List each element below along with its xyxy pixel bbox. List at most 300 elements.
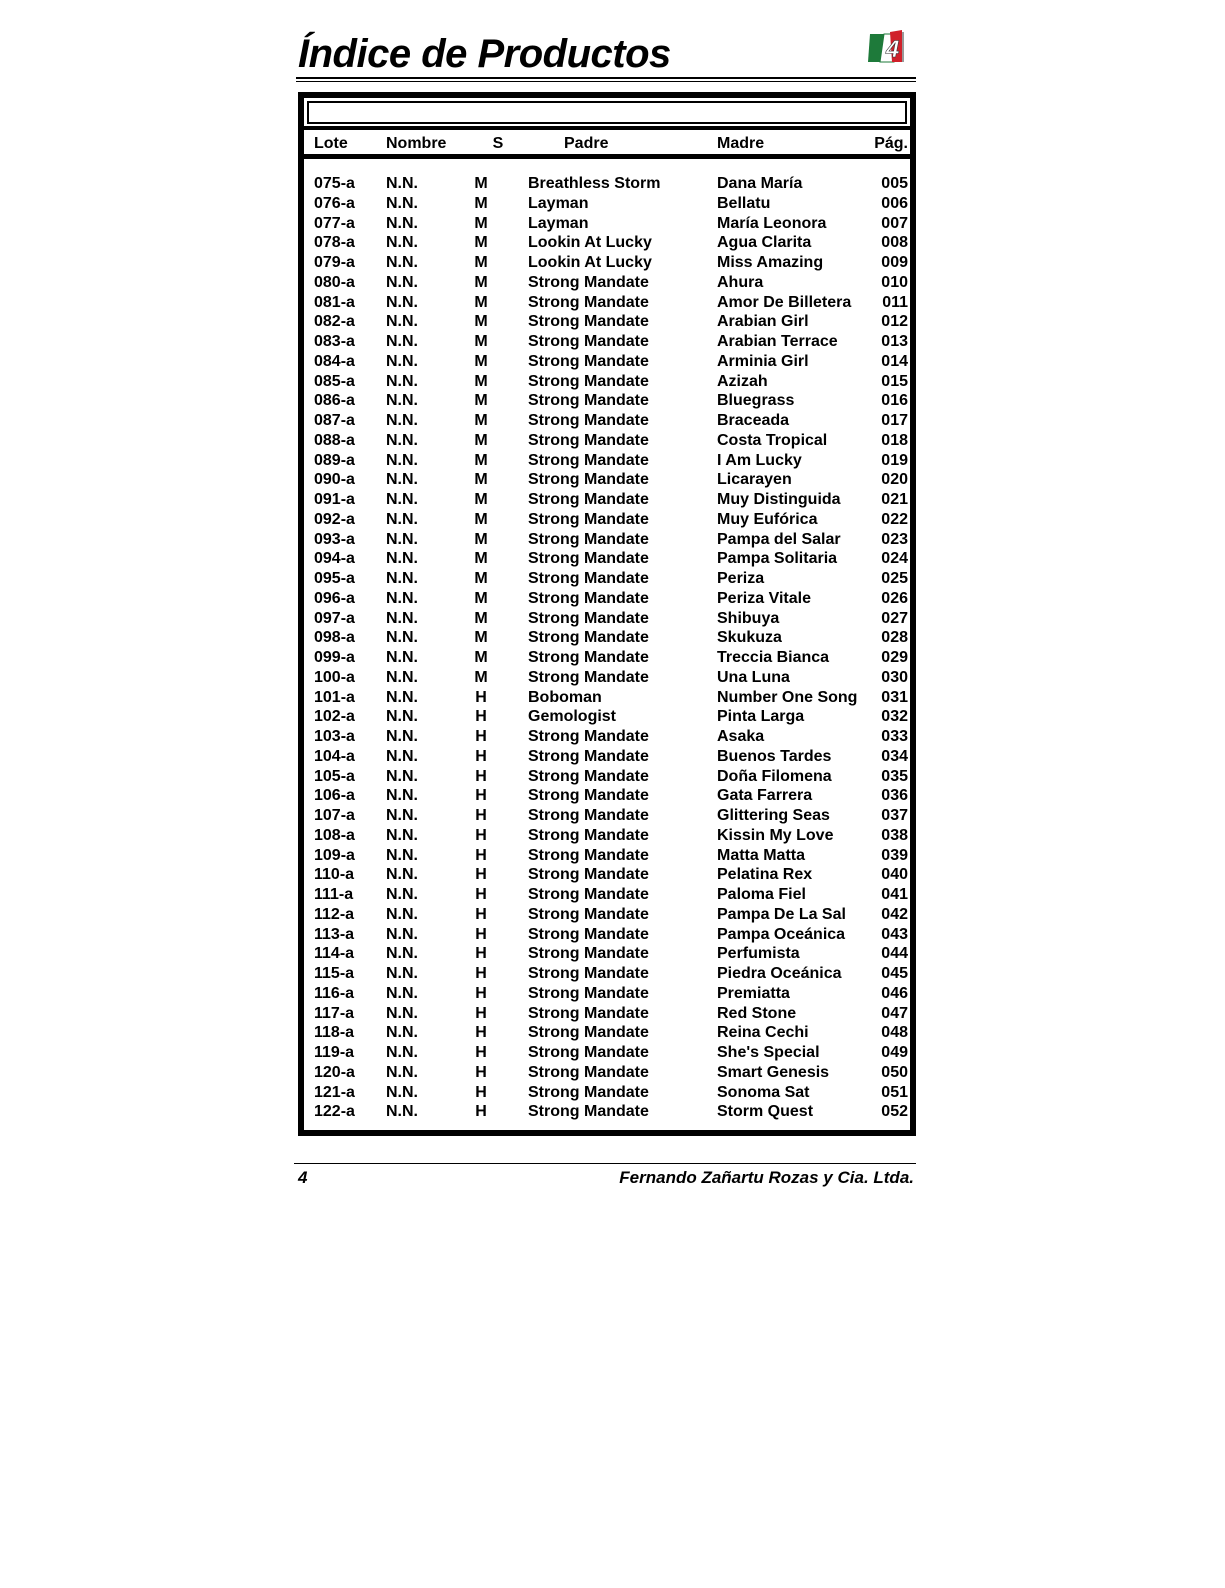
padre-cell: Strong Mandate: [528, 412, 649, 429]
table-row: [304, 293, 910, 313]
padre-cell: Lookin At Lucky: [528, 234, 652, 252]
padre-cell: Strong Mandate: [528, 826, 649, 844]
sexo-cell: M: [474, 530, 488, 548]
lote-cell: 075-a: [314, 175, 355, 192]
lote-cell: 107-a: [314, 807, 355, 824]
pagina-cell: 023: [881, 530, 908, 548]
table-row: [304, 451, 910, 471]
table-row: [304, 984, 910, 1004]
pagina-cell: 049: [881, 1044, 908, 1061]
madre-cell: Shibuya: [717, 609, 780, 627]
products-table: [298, 92, 916, 1136]
nombre-cell: N.N.: [386, 451, 418, 469]
sexo-cell: M: [474, 293, 488, 311]
sexo-cell: M: [474, 333, 488, 350]
table-row: [304, 194, 910, 214]
padre-cell: Strong Mandate: [528, 392, 649, 410]
nombre-cell: N.N.: [386, 352, 418, 370]
madre-cell: Number One Song: [717, 688, 858, 706]
madre-cell: Periza: [717, 570, 765, 587]
lote-cell: 090-a: [314, 471, 355, 489]
nombre-cell: N.N.: [386, 925, 418, 943]
madre-cell: Costa Tropical: [717, 431, 828, 449]
header-rule: [296, 77, 916, 79]
lote-cell: 079-a: [314, 254, 355, 271]
lote-cell: 091-a: [314, 491, 355, 508]
padre-cell: Strong Mandate: [528, 846, 649, 864]
sexo-cell: M: [474, 194, 488, 212]
madre-cell: Sonoma Sat: [717, 1083, 810, 1101]
pagina-cell: 040: [881, 866, 908, 884]
pagina-cell: 012: [881, 313, 908, 331]
sexo-cell: H: [475, 846, 487, 864]
nombre-cell: N.N.: [386, 905, 418, 923]
madre-cell: Muy Distinguida: [717, 491, 841, 508]
pagina-cell: 048: [881, 1024, 908, 1042]
sexo-cell: H: [475, 886, 487, 903]
madre-cell: Muy Eufórica: [717, 510, 818, 528]
column-header-pagina: Pág.: [874, 135, 908, 152]
nombre-cell: N.N.: [386, 273, 418, 291]
table-row: [304, 944, 910, 964]
nombre-cell: N.N.: [386, 767, 418, 785]
sexo-cell: M: [474, 175, 488, 192]
pagina-cell: 037: [881, 807, 908, 824]
sexo-cell: H: [475, 826, 487, 844]
madre-cell: Arabian Girl: [717, 313, 809, 331]
column-header-nombre: Nombre: [386, 135, 447, 152]
pagina-cell: 052: [881, 1103, 908, 1121]
padre-cell: Strong Mandate: [528, 293, 649, 311]
lote-cell: 110-a: [314, 866, 355, 884]
sexo-cell: M: [474, 313, 488, 331]
nombre-cell: N.N.: [386, 510, 418, 528]
table-row: [304, 905, 910, 925]
nombre-cell: N.N.: [386, 431, 418, 449]
nombre-cell: N.N.: [386, 372, 418, 390]
sexo-cell: M: [474, 550, 488, 568]
sexo-cell: M: [474, 234, 488, 252]
padre-cell: Strong Mandate: [528, 471, 649, 489]
padre-cell: Strong Mandate: [528, 807, 649, 824]
table-row: [304, 569, 910, 589]
table-row: [304, 648, 910, 668]
pagina-cell: 018: [881, 431, 908, 449]
lote-cell: 088-a: [314, 431, 355, 449]
pagina-cell: 019: [881, 451, 908, 469]
pagina-cell: 038: [881, 826, 908, 844]
nombre-cell: N.N.: [386, 1024, 418, 1042]
madre-cell: Skukuza: [717, 629, 782, 647]
column-header-lote: Lote: [314, 135, 348, 152]
nombre-cell: N.N.: [386, 1044, 418, 1061]
madre-cell: Glittering Seas: [717, 807, 830, 824]
table-row: [304, 1102, 910, 1122]
pagina-cell: 036: [881, 787, 908, 805]
table-row: [304, 1004, 910, 1024]
footer-company: Fernando Zañartu Rozas y Cia. Ltda.: [619, 1168, 914, 1187]
lote-cell: 113-a: [314, 925, 355, 943]
logo-side-strip: [902, 32, 904, 62]
nombre-cell: N.N.: [386, 984, 418, 1002]
madre-cell: Treccia Bianca: [717, 649, 830, 666]
sexo-cell: M: [474, 214, 488, 232]
lote-cell: 100-a: [314, 668, 355, 686]
nombre-cell: N.N.: [386, 254, 418, 271]
madre-cell: Bellatu: [717, 194, 771, 212]
padre-cell: Strong Mandate: [528, 905, 649, 923]
pagina-cell: 044: [881, 945, 908, 963]
nombre-cell: N.N.: [386, 293, 418, 311]
lote-cell: 106-a: [314, 787, 355, 805]
padre-cell: Strong Mandate: [528, 1004, 649, 1022]
madre-cell: Matta Matta: [717, 846, 806, 864]
padre-cell: Strong Mandate: [528, 668, 649, 686]
nombre-cell: N.N.: [386, 550, 418, 568]
lote-cell: 097-a: [314, 609, 355, 627]
table-row: [304, 767, 910, 787]
lote-cell: 080-a: [314, 273, 355, 291]
table-header-band: [304, 126, 910, 130]
table-row: [304, 786, 910, 806]
table-row: [304, 628, 910, 648]
table-row: [304, 253, 910, 273]
nombre-cell: N.N.: [386, 787, 418, 805]
nombre-cell: N.N.: [386, 530, 418, 548]
nombre-cell: N.N.: [386, 688, 418, 706]
lote-cell: 122-a: [314, 1103, 355, 1121]
nombre-cell: N.N.: [386, 570, 418, 587]
nombre-cell: N.N.: [386, 471, 418, 489]
padre-cell: Strong Mandate: [528, 1024, 649, 1042]
table-body: [304, 174, 910, 1122]
madre-cell: Miss Amazing: [717, 254, 824, 271]
lote-cell: 093-a: [314, 530, 355, 548]
padre-cell: Layman: [528, 194, 589, 212]
nombre-cell: N.N.: [386, 1083, 418, 1101]
lote-cell: 095-a: [314, 570, 355, 587]
pagina-cell: 035: [881, 767, 908, 785]
sexo-cell: H: [475, 1063, 487, 1081]
padre-cell: Strong Mandate: [528, 352, 649, 370]
table-row: [304, 332, 910, 352]
madre-cell: Licarayen: [717, 471, 792, 489]
sexo-cell: H: [475, 1083, 487, 1101]
lote-cell: 115-a: [314, 965, 355, 982]
sexo-cell: M: [474, 431, 488, 449]
lote-cell: 092-a: [314, 510, 355, 528]
padre-cell: Strong Mandate: [528, 945, 649, 963]
table-row: [304, 707, 910, 727]
pagina-cell: 010: [881, 273, 908, 291]
sexo-cell: H: [475, 1004, 487, 1022]
sexo-cell: H: [475, 807, 487, 824]
lote-cell: 099-a: [314, 649, 355, 666]
nombre-cell: N.N.: [386, 412, 418, 429]
lote-cell: 096-a: [314, 589, 355, 607]
nombre-cell: N.N.: [386, 747, 418, 765]
table-row: [304, 727, 910, 747]
table-title-box: [307, 101, 907, 124]
lote-cell: 087-a: [314, 412, 355, 429]
lote-cell: 104-a: [314, 747, 355, 765]
pagina-cell: 047: [881, 1004, 908, 1022]
pagina-cell: 046: [881, 984, 908, 1002]
company-logo-icon: [866, 28, 906, 68]
madre-cell: Pampa del Salar: [717, 530, 841, 548]
table-row: [304, 865, 910, 885]
sexo-cell: M: [474, 372, 488, 390]
nombre-cell: N.N.: [386, 728, 418, 745]
madre-cell: María Leonora: [717, 214, 827, 232]
logo-number: 4: [886, 36, 900, 63]
column-header-madre: Madre: [717, 135, 765, 152]
nombre-cell: N.N.: [386, 826, 418, 844]
nombre-cell: N.N.: [386, 1103, 418, 1121]
nombre-cell: N.N.: [386, 234, 418, 252]
pagina-cell: 025: [881, 570, 908, 587]
sexo-cell: M: [474, 491, 488, 508]
madre-cell: Pelatina Rex: [717, 866, 813, 884]
pagina-cell: 030: [881, 668, 908, 686]
padre-cell: Breathless Storm: [528, 175, 661, 192]
madre-cell: Gata Farrera: [717, 787, 813, 805]
sexo-cell: M: [474, 254, 488, 271]
sexo-cell: H: [475, 965, 487, 982]
table-row: [304, 589, 910, 609]
padre-cell: Strong Mandate: [528, 925, 649, 943]
madre-cell: Asaka: [717, 728, 765, 745]
padre-cell: Strong Mandate: [528, 787, 649, 805]
madre-cell: Paloma Fiel: [717, 886, 806, 903]
madre-cell: I Am Lucky: [717, 451, 802, 469]
padre-cell: Strong Mandate: [528, 767, 649, 785]
madre-cell: Arabian Terrace: [717, 333, 838, 350]
table-row: [304, 806, 910, 826]
pagina-cell: 043: [881, 925, 908, 943]
padre-cell: Strong Mandate: [528, 1103, 649, 1121]
table-row: [304, 372, 910, 392]
pagina-cell: 029: [881, 649, 908, 666]
lote-cell: 077-a: [314, 214, 355, 232]
lote-cell: 120-a: [314, 1063, 355, 1081]
padre-cell: Strong Mandate: [528, 451, 649, 469]
madre-cell: Agua Clarita: [717, 234, 812, 252]
madre-cell: Braceada: [717, 412, 790, 429]
sexo-cell: M: [474, 649, 488, 666]
table-row: [304, 431, 910, 451]
lote-cell: 109-a: [314, 846, 355, 864]
lote-cell: 084-a: [314, 352, 355, 370]
table-row: [304, 391, 910, 411]
table-row: [304, 411, 910, 431]
sexo-cell: H: [475, 1044, 487, 1061]
padre-cell: Strong Mandate: [528, 550, 649, 568]
pagina-cell: 006: [881, 194, 908, 212]
pagina-cell: 021: [881, 491, 908, 508]
nombre-cell: N.N.: [386, 965, 418, 982]
madre-cell: Una Luna: [717, 668, 790, 686]
table-row: [304, 490, 910, 510]
lote-cell: 089-a: [314, 451, 355, 469]
pagina-cell: 028: [881, 629, 908, 647]
nombre-cell: N.N.: [386, 1004, 418, 1022]
sexo-cell: H: [475, 787, 487, 805]
lote-cell: 114-a: [314, 945, 355, 963]
table-row: [304, 312, 910, 332]
pagina-cell: 050: [881, 1063, 908, 1081]
pagina-cell: 013: [881, 333, 908, 350]
nombre-cell: N.N.: [386, 589, 418, 607]
sexo-cell: M: [474, 412, 488, 429]
nombre-cell: N.N.: [386, 194, 418, 212]
padre-cell: Strong Mandate: [528, 530, 649, 548]
padre-cell: Strong Mandate: [528, 609, 649, 627]
madre-cell: Smart Genesis: [717, 1063, 830, 1081]
lote-cell: 086-a: [314, 392, 355, 410]
pagina-cell: 024: [881, 550, 908, 568]
table-header-underline: [304, 154, 910, 159]
nombre-cell: N.N.: [386, 668, 418, 686]
table-row: [304, 826, 910, 846]
lote-cell: 118-a: [314, 1024, 355, 1042]
nombre-cell: N.N.: [386, 313, 418, 331]
nombre-cell: N.N.: [386, 807, 418, 824]
pagina-cell: 009: [881, 254, 908, 271]
column-header-sexo: S: [492, 135, 504, 152]
nombre-cell: N.N.: [386, 846, 418, 864]
sexo-cell: H: [475, 1024, 487, 1042]
table-row: [304, 214, 910, 234]
sexo-cell: H: [475, 1103, 487, 1121]
sexo-cell: H: [475, 688, 487, 706]
padre-cell: Strong Mandate: [528, 491, 649, 508]
pagina-cell: 041: [881, 886, 908, 903]
padre-cell: Strong Mandate: [528, 1083, 649, 1101]
lote-cell: 076-a: [314, 194, 355, 212]
table-row: [304, 470, 910, 490]
table-row: [304, 549, 910, 569]
madre-cell: Red Stone: [717, 1004, 797, 1022]
sexo-cell: M: [474, 352, 488, 370]
page-number: 4: [298, 1168, 308, 1187]
madre-cell: Pampa Oceánica: [717, 925, 846, 943]
sexo-cell: M: [474, 629, 488, 647]
sexo-cell: H: [475, 905, 487, 923]
nombre-cell: N.N.: [386, 491, 418, 508]
lote-cell: 081-a: [314, 293, 355, 311]
sexo-cell: M: [474, 589, 488, 607]
madre-cell: She's Special: [717, 1044, 820, 1061]
header-rule-thin: [296, 81, 916, 82]
padre-cell: Strong Mandate: [528, 313, 649, 331]
table-row: [304, 273, 910, 293]
pagina-cell: 016: [881, 392, 908, 410]
table-row: [304, 688, 910, 708]
madre-cell: Pinta Larga: [717, 708, 805, 726]
madre-cell: Amor De Billetera: [717, 293, 852, 311]
padre-cell: Strong Mandate: [528, 570, 649, 587]
padre-cell: Strong Mandate: [528, 866, 649, 884]
table-row: [304, 352, 910, 372]
table-row: [304, 174, 910, 194]
sexo-cell: H: [475, 866, 487, 884]
madre-cell: Reina Cechi: [717, 1024, 809, 1042]
padre-cell: Strong Mandate: [528, 1063, 649, 1081]
pagina-cell: 020: [881, 471, 908, 489]
padre-cell: Strong Mandate: [528, 333, 649, 350]
padre-cell: Strong Mandate: [528, 510, 649, 528]
lote-cell: 098-a: [314, 629, 355, 647]
padre-cell: Strong Mandate: [528, 886, 649, 903]
sexo-cell: H: [475, 767, 487, 785]
sexo-cell: H: [475, 984, 487, 1002]
nombre-cell: N.N.: [386, 866, 418, 884]
padre-cell: Strong Mandate: [528, 649, 649, 666]
padre-cell: Strong Mandate: [528, 372, 649, 390]
pagina-cell: 007: [881, 214, 908, 232]
sexo-cell: M: [474, 471, 488, 489]
table-row: [304, 1043, 910, 1063]
pagina-cell: 005: [881, 175, 908, 192]
madre-cell: Dana María: [717, 175, 803, 192]
lote-cell: 102-a: [314, 708, 355, 726]
madre-cell: Storm Quest: [717, 1103, 814, 1121]
pagina-cell: 032: [881, 708, 908, 726]
madre-cell: Periza Vitale: [717, 589, 811, 607]
pagina-cell: 026: [881, 589, 908, 607]
lote-cell: 094-a: [314, 550, 355, 568]
sexo-cell: M: [474, 392, 488, 410]
lote-cell: 108-a: [314, 826, 355, 844]
table-row: [304, 885, 910, 905]
padre-cell: Strong Mandate: [528, 629, 649, 647]
nombre-cell: N.N.: [386, 214, 418, 232]
madre-cell: Premiatta: [717, 984, 790, 1002]
page-title: Índice de Productos: [298, 32, 671, 76]
madre-cell: Arminia Girl: [717, 352, 809, 370]
pagina-cell: 011: [882, 293, 908, 311]
pagina-cell: 034: [881, 747, 908, 765]
pagina-cell: 015: [881, 372, 908, 390]
lote-cell: 112-a: [314, 905, 355, 923]
nombre-cell: N.N.: [386, 1063, 418, 1081]
sexo-cell: H: [475, 708, 487, 726]
madre-cell: Azizah: [717, 372, 768, 390]
nombre-cell: N.N.: [386, 886, 418, 903]
madre-cell: Bluegrass: [717, 392, 795, 410]
column-header-padre: Padre: [564, 135, 609, 152]
pagina-cell: 042: [881, 905, 908, 923]
nombre-cell: N.N.: [386, 392, 418, 410]
padre-cell: Layman: [528, 214, 589, 232]
nombre-cell: N.N.: [386, 945, 418, 963]
madre-cell: Kissin My Love: [717, 826, 834, 844]
table-row: [304, 530, 910, 550]
nombre-cell: N.N.: [386, 708, 418, 726]
lote-cell: 117-a: [314, 1004, 355, 1022]
lote-cell: 101-a: [314, 688, 355, 706]
sexo-cell: H: [475, 728, 487, 745]
lote-cell: 103-a: [314, 728, 355, 745]
table-row: [304, 233, 910, 253]
sexo-cell: M: [474, 570, 488, 587]
lote-cell: 085-a: [314, 372, 355, 390]
madre-cell: Pampa Solitaria: [717, 550, 838, 568]
padre-cell: Strong Mandate: [528, 984, 649, 1002]
sexo-cell: M: [474, 668, 488, 686]
madre-cell: Pampa De La Sal: [717, 905, 846, 923]
